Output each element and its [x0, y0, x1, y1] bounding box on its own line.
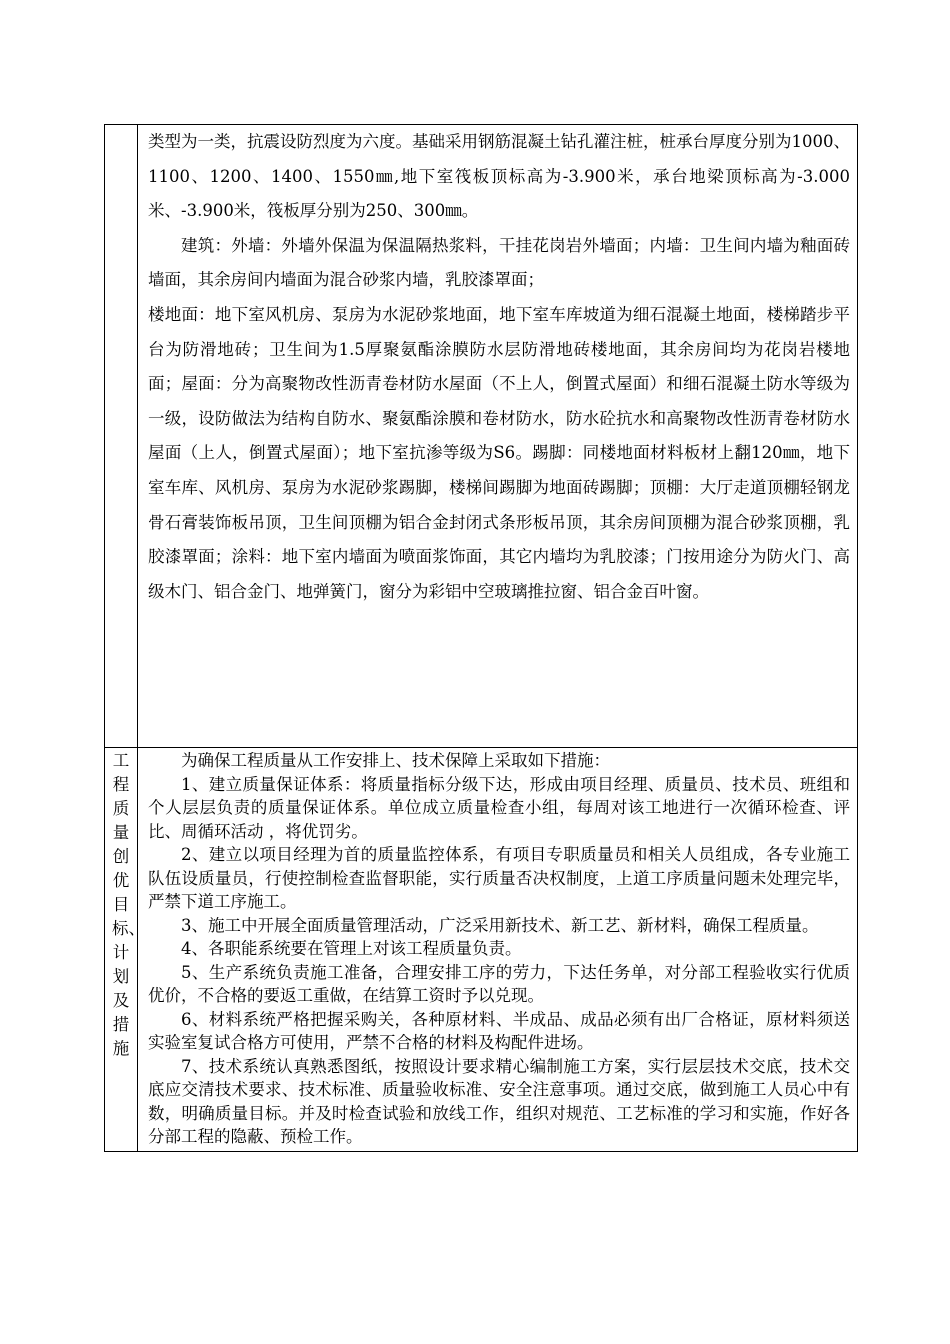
document-table: [104, 124, 858, 1152]
quality-label-cell: [105, 748, 145, 1152]
quality-paragraph: 为确保工程质量从工作安排上、技术保障上采取如下措施：: [181, 751, 610, 770]
quality-content-cell: [138, 748, 858, 1152]
description-text: [138, 125, 857, 609]
quality-paragraph: 7、技术系统认真熟悉图纸，按照设计要求精心编制施工方案，实行层层技术交底，技术交底应交清技术要求、技术标准、质量验收标准、安全注意事项。通过交底，做到施工人员心中有数，明确质量目标。并及时检查试验和放线工作，组织对规范、工艺标准的学习和实施，作好各分部工程的隐蔽、预检工作。: [148, 1056, 850, 1146]
quality-paragraph: 6、材料系统严格把握采购关，各种原材料、半成品、成品必须有出厂合格证，原材料须送实验室复试合格方可使用，严禁不合格的材料及构配件进场。: [148, 1009, 850, 1052]
description-label-cell: [105, 125, 138, 748]
description-row: [105, 125, 858, 748]
quality-paragraph: 2、建立以项目经理为首的质量监控体系，有项目专职质量员和相关人员组成，各专业施工队伍设质量员，行使控制检查监督职能，实行质量否决权制度，上道工序质量问题未处理完毕，严禁下道工序施工。: [148, 845, 850, 911]
description-content-cell: [138, 125, 858, 748]
description-paragraph: 类型为一类，抗震设防烈度为六度。基础采用钢筋混凝土钻孔灌注桩，桩承台厚度分别为1000、1100、1200、1400、1550㎜,地下室筏板顶标高为-3.900米，承台地梁顶标高为-3.000米、-3.900米，筏板厚分别为250、300㎜。: [148, 132, 850, 221]
description-paragraph: 楼地面：地下室风机房、泵房为水泥砂浆地面，地下室车库坡道为细石混凝土地面，楼梯踏步平台为防滑地砖；卫生间为1.5厚聚氨酯涂膜防水层防滑地砖楼地面，其余房间均为花岗岩楼地面；屋面：分为高聚物改性沥青卷材防水屋面（不上人，倒置式屋面）和细石混凝土防水等级为一级，设防做法为结构自防水、聚氨酯涂膜和卷材防水，防水砼抗水和高聚物改性沥青卷材防水屋面（上人，倒置式屋面）；地下室抗渗等级为S6。踢脚：同楼地面材料板材上翻120㎜，地下室车库、风机房、泵房为水泥砂浆踢脚，楼梯间踢脚为地面砖踢脚；顶棚：大厅走道顶棚轻钢龙骨石膏装饰板吊顶，卫生间顶棚为铝合金封闭式条形板吊顶，其余房间顶棚为混合砂浆顶棚，乳胶漆罩面；涂料：地下室内墙面为喷面浆饰面，其它内墙均为乳胶漆；门按用途分为防火门、高级木门、铝合金门、地弹簧门，窗分为彩铝中空玻璃推拉窗、铝合金百叶窗。: [148, 304, 850, 601]
quality-paragraph: 1、建立质量保证体系：将质量指标分级下达，形成由项目经理、质量员、技术员、班组和个人层层负责的质量保证体系。单位成立质量检查小组，每周对该工地进行一次循环检查、评比、周循环活动 ，将优罚劣。: [148, 774, 850, 841]
quality-measures-text: [138, 748, 857, 1151]
quality-section-label: 工程质量创优目标、计划及措施: [112, 751, 145, 1058]
quality-paragraph: 4、各职能系统要在管理上对该工程质量负责。: [181, 939, 522, 958]
quality-paragraph: 3、施工中开展全面质量管理活动，广泛采用新技术、新工艺、新材料，确保工程质量。: [181, 915, 819, 935]
quality-paragraph: 5、生产系统负责施工准备，合理安排工序的劳力，下达任务单，对分部工程验收实行优质优价，不合格的要返工重做，在结算工资时予以兑现。: [148, 962, 850, 1005]
description-paragraph: 建筑：外墙：外墙外保温为保温隔热浆料，干挂花岗岩外墙面；内墙：卫生间内墙为釉面砖墙面，其余房间内墙面为混合砂浆内墙，乳胶漆罩面；: [148, 235, 850, 290]
quality-row: [105, 748, 858, 1152]
